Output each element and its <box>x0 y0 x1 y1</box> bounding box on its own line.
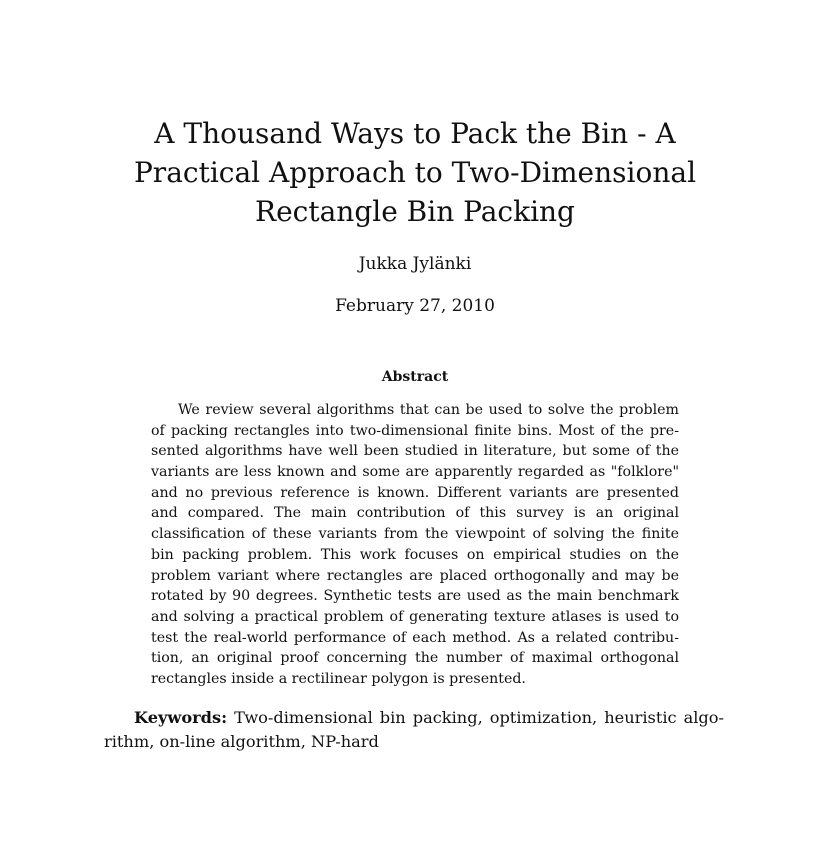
title-line: Rectangle Bin Packing <box>255 195 575 228</box>
abstract-line: test the real-world performance of each method. As a related contribu- <box>151 629 679 646</box>
abstract-line: classification of these variants from the viewpoint of solving the finite <box>151 526 679 543</box>
abstract-line: bin packing problem. This work focuses on empirical studies on the <box>151 546 679 563</box>
abstract-line: tion, an original proof concerning the number of maximal orthogonal <box>151 650 679 667</box>
date: February 27, 2010 <box>335 296 495 316</box>
paper-title <box>100 114 730 231</box>
keywords-text: Two-dimensional bin packing, optimization, heuristic algo- <box>234 708 724 727</box>
abstract-line: sented algorithms have well been studied in literature, but some of the <box>151 443 679 460</box>
abstract-line: rotated by 90 degrees. Synthetic tests are used as the main benchmark <box>151 588 679 605</box>
keywords-line: rithm, on-line algorithm, NP-hard <box>104 732 379 751</box>
keywords-line <box>104 706 724 730</box>
abstract-line: rectangles inside a rectilinear polygon is presented. <box>151 670 526 687</box>
abstract-heading: Abstract <box>381 369 449 385</box>
abstract-line: We review several algorithms that can be used to solve the problem <box>178 402 679 418</box>
keywords <box>104 706 724 754</box>
abstract-body <box>151 400 679 690</box>
title-line: Practical Approach to Two-Dimensional <box>133 156 697 189</box>
abstract-line: of packing rectangles into two-dimensional finite bins. Most of the pre- <box>151 422 679 439</box>
author: Jukka Jylänki <box>358 254 472 274</box>
abstract-line: and solving a practical problem of generating texture atlases is used to <box>151 608 679 625</box>
abstract-line: and compared. The main contribution of this survey is an original <box>151 505 679 522</box>
abstract-line: variants are less known and some are apparently regarded as "folklore" <box>151 464 679 481</box>
abstract-line: problem variant where rectangles are placed orthogonally and may be <box>151 567 679 584</box>
title-line: A Thousand Ways to Pack the Bin - A <box>154 117 676 150</box>
abstract-line: and no previous reference is known. Different variants are presented <box>151 484 679 501</box>
keywords-label: Keywords: <box>134 708 228 727</box>
